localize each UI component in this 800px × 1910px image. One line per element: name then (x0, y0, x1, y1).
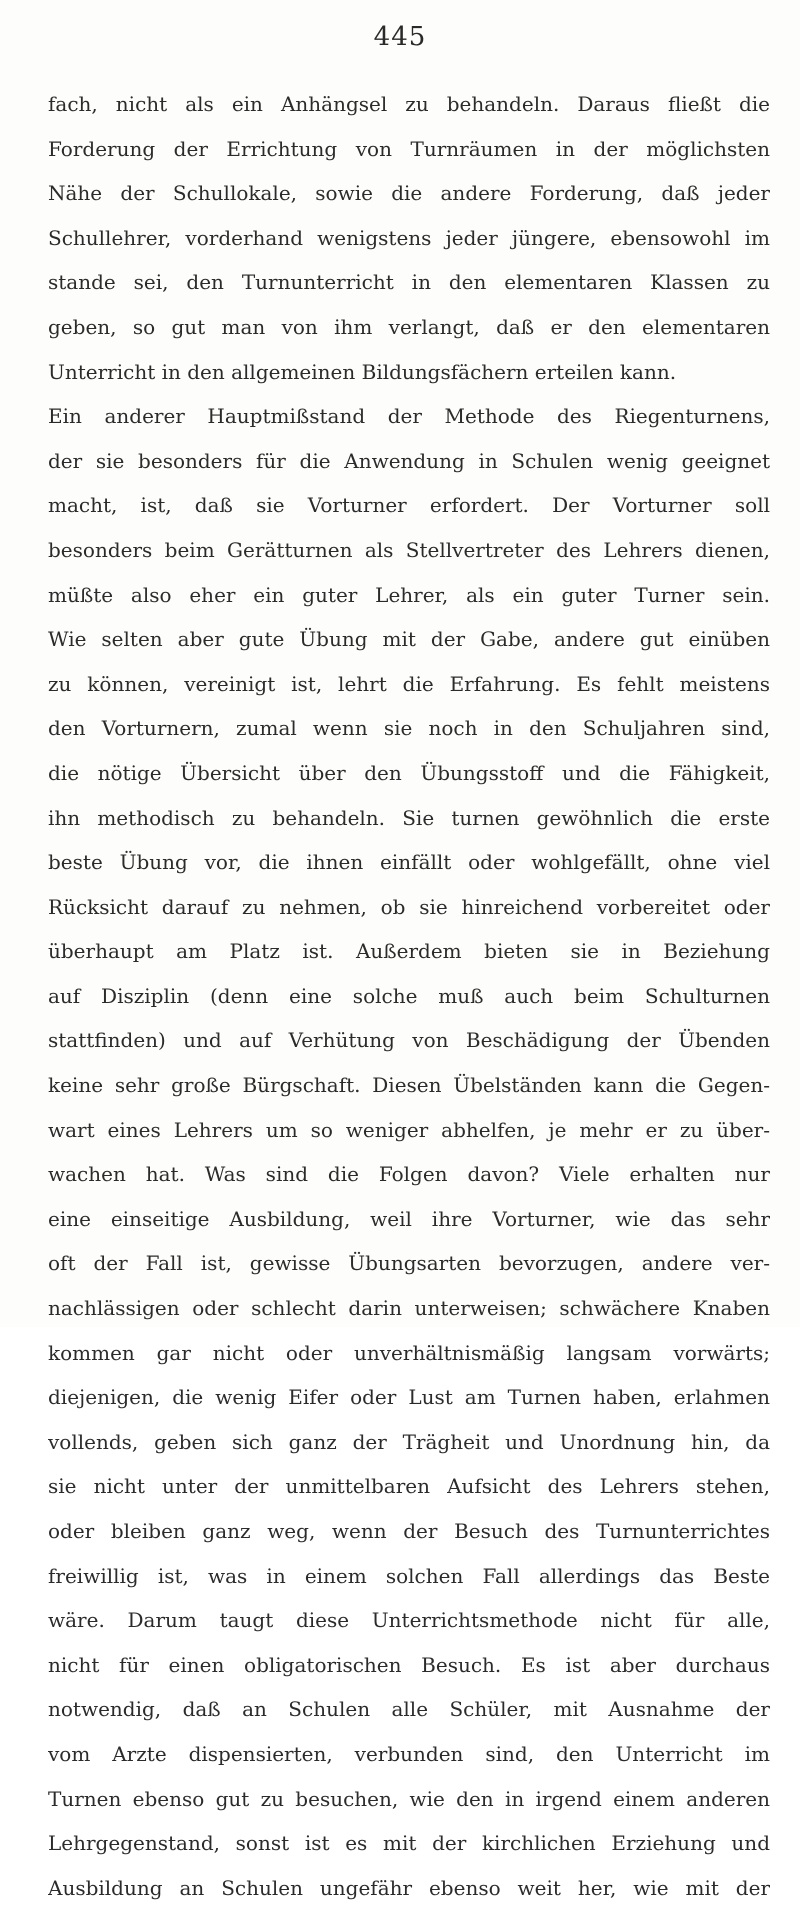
text-line: geben, so gut man von ihm verlangt, daß er den elementaren (48, 314, 770, 339)
text-line: nicht für einen obligatorischen Besuch. Es ist aber durchaus (48, 1652, 770, 1677)
text-line: Ein anderer Hauptmißstand der Methode des Riegenturnens, (48, 404, 770, 429)
text-line: vom Arzte dispensierten, verbunden sind, den Unterricht im (48, 1741, 770, 1766)
text-line: diejenigen, die wenig Eifer oder Lust am Turnen haben, erlahmen (48, 1385, 770, 1410)
text-line: den Vorturnern, zumal wenn sie noch in den Schuljahren sind, (48, 716, 770, 741)
text-line: der sie besonders für die Anwendung in Schulen wenig geeignet (48, 448, 770, 473)
text-line: oder bleiben ganz weg, wenn der Besuch des Turnunterrichtes (48, 1519, 770, 1543)
text-line: freiwillig ist, was in einem solchen Fall allerdings das Beste (48, 1563, 770, 1588)
text-line: auf Disziplin (denn eine solche muß auch beim Schulturnen (48, 983, 770, 1008)
text-line: Wie selten aber gute Übung mit der Gabe, andere gut einüben (48, 627, 770, 652)
text-line: sie nicht unter der unmittelbaren Aufsicht des Lehrers stehen, (48, 1474, 770, 1499)
text-line: ihn methodisch zu behandeln. Sie turnen gewöhnlich die erste (48, 805, 770, 830)
text-line: Lehrgegenstand, sonst ist es mit der kirchlichen Erziehung und (48, 1831, 770, 1856)
text-line: beste Übung vor, die ihnen einfällt oder wohlgefällt, ohne viel (48, 850, 770, 875)
text-line: müßte also eher ein guter Lehrer, als ein guter Turner sein. (48, 582, 770, 607)
text-line: notwendig, daß an Schulen alle Schüler, mit Ausnahme der (48, 1697, 770, 1722)
text-line: kommen gar nicht oder unverhältnismäßig langsam vorwärts; (48, 1340, 770, 1365)
text-line: zu können, vereinigt ist, lehrt die Erfahrung. Es fehlt meistens (48, 671, 770, 696)
text-line: Forderung der Errichtung von Turnräumen in der möglichsten (48, 136, 770, 161)
text-line: Rücksicht darauf zu nehmen, ob sie hinreichend vorbereitet oder (48, 894, 770, 919)
text-line: Schullehrer, vorderhand wenigstens jeder jüngere, ebensowohl im (48, 225, 770, 250)
page-number: 445 (373, 22, 427, 52)
text-line: stattfinden) und auf Verhütung von Beschädigung der Übenden (48, 1028, 770, 1053)
text-line: wachen hat. Was sind die Folgen davon? Viele erhalten nur (48, 1162, 770, 1187)
text-line: stande sei, den Turnunterricht in den elementaren Klassen zu (48, 270, 770, 295)
text-line: wart eines Lehrers um so weniger abhelfen, je mehr er zu über- (48, 1117, 770, 1142)
text-line: Turnen ebenso gut zu besuchen, wie den in irgend einem anderen (48, 1786, 770, 1811)
text-line: oft der Fall ist, gewisse Übungsarten bevorzugen, andere ver- (48, 1251, 770, 1276)
body-text (48, 82, 770, 1910)
text-line: nachlässigen oder schlecht darin unterweisen; schwächere Knaben (48, 1296, 770, 1321)
text-line: eine einseitige Ausbildung, weil ihre Vorturner, wie das sehr (48, 1206, 770, 1231)
text-line: die nötige Übersicht über den Übungsstoff und die Fähigkeit, (48, 760, 770, 785)
text-line: keine sehr große Bürgschaft. Diesen Übelständen kann die Gegen- (48, 1073, 770, 1098)
text-line: wäre. Darum taugt diese Unterrichtsmethode nicht für alle, (48, 1608, 770, 1633)
text-line: Ausbildung an Schulen ungefähr ebenso weit her, wie mit der (48, 1875, 770, 1900)
text-line: Unterricht in den allgemeinen Bildungsfächern erteilen kann. (48, 359, 677, 384)
text-line: überhaupt am Platz ist. Außerdem bieten sie in Beziehung (48, 939, 770, 964)
text-line: fach, nicht als ein Anhängsel zu behandeln. Daraus fließt die (48, 92, 770, 116)
text-line: besonders beim Gerätturnen als Stellvertreter des Lehrers dienen, (48, 537, 770, 562)
text-line: vollends, geben sich ganz der Trägheit und Unordnung hin, da (48, 1429, 770, 1454)
text-line: macht, ist, daß sie Vorturner erfordert. Der Vorturner soll (48, 493, 770, 518)
text-line: Nähe der Schullokale, sowie die andere Forderung, daß jeder (48, 181, 770, 206)
